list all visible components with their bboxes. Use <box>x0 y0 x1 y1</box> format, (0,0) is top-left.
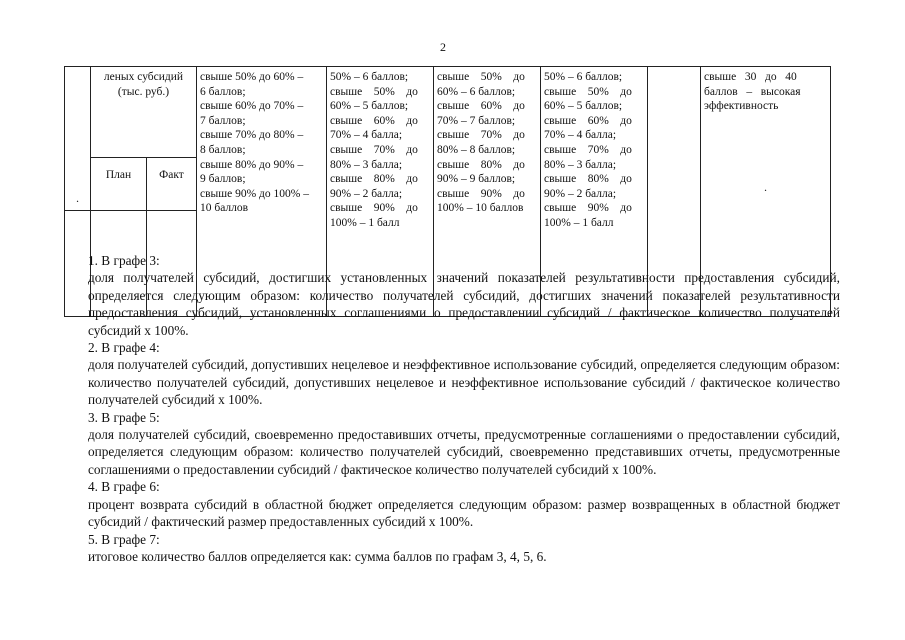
section-2-heading: 2. В графе 4: <box>88 340 160 356</box>
section-5-heading: 5. В графе 7: <box>88 531 160 547</box>
section-3-heading: 3. В графе 5: <box>88 409 160 425</box>
table-cell-blank <box>65 67 91 211</box>
table-dot-right: · <box>763 184 768 197</box>
section-4-text: процент возврата субсидий в областной бюджет определяется следующим образом: размер возвращенных в областной бюджет субсидий / фактический размер предоставленных субсидий х 100%. <box>88 496 840 530</box>
col5-text: свыше 50% до 60% – 6 баллов; свыше 60% до 70% – 7 баллов; свыше 70% до 80% – 8 баллов; свыше 80% до 90% – 9 баллов; свыше 90% до 100% – 10 баллов <box>437 71 525 215</box>
section-1-heading: 1. В графе 3: <box>88 253 160 268</box>
plan-label: План <box>105 168 132 181</box>
section-2-text: доля получателей субсидий, допустивших нецелевое и неэффективное использование субсидий, определяется следующим образом: количество получателей субсидий, допустивших нецелевое и неэффективное использование субсидий / фактическое количество получателей субсидий х 100%. <box>88 357 840 408</box>
section-4-heading: 4. В графе 6: <box>88 479 160 495</box>
col8-text: свыше 30 до 40 баллов – высокая эффективность <box>704 71 801 113</box>
table-group-header <box>91 67 197 158</box>
table-header-fact <box>147 157 197 210</box>
col3-text: свыше 50% до 60% – 6 баллов; свыше 60% до 70% – 7 баллов; свыше 70% до 80% – 8 баллов; свыше 80% до 90% – 9 баллов; свыше 90% до 100% – 10 баллов <box>200 71 309 215</box>
col4-text: 50% – 6 баллов; свыше 50% до 60% – 5 баллов; свыше 60% до 70% – 4 балла; свыше 70% до 80% – 3 балла; свыше 80% до 90% – 2 балла; свыше 90% до 100% – 1 балл <box>330 71 418 229</box>
table-header-plan <box>91 157 147 210</box>
explanations <box>88 252 840 565</box>
section-3-text: доля получателей субсидий, своевременно предоставивших отчеты, предусмотренные соглашениями о предоставлении субсидий, определяется следующим образом: количество получателей субсидий, своевременно представивших отчеты, предусмотренные соглашениями о предоставлении субсидий / фактическое количество получателей субсидий х 100%. <box>88 427 840 477</box>
section-1-text: доля получателей субсидий, достигших установленных значений показателей результативности предоставления субсидий, определяется следующим образом: количество получателей субсидий, достигших значений показателей результативности предоставления субсидий, установленных соглашениями о предоставлении субсидий / фактическое количество получателей субсидий х 100%. <box>88 270 840 338</box>
table-dot-left: · <box>75 196 80 208</box>
section-5-text: итоговое количество баллов определяется как: сумма баллов по графам 3, 4, 5, 6. <box>88 548 547 564</box>
fact-label: Факт <box>159 168 184 181</box>
group-header-text: леных субсидий (тыс. руб.) <box>103 71 184 98</box>
page-number: 2 <box>440 40 446 54</box>
col6-text: 50% – 6 баллов; свыше 50% до 60% – 5 баллов; свыше 60% до 70% – 4 балла; свыше 70% до 80% – 3 балла; свыше 80% до 90% – 2 балла; свыше 90% до 100% – 1 балл <box>544 71 632 229</box>
